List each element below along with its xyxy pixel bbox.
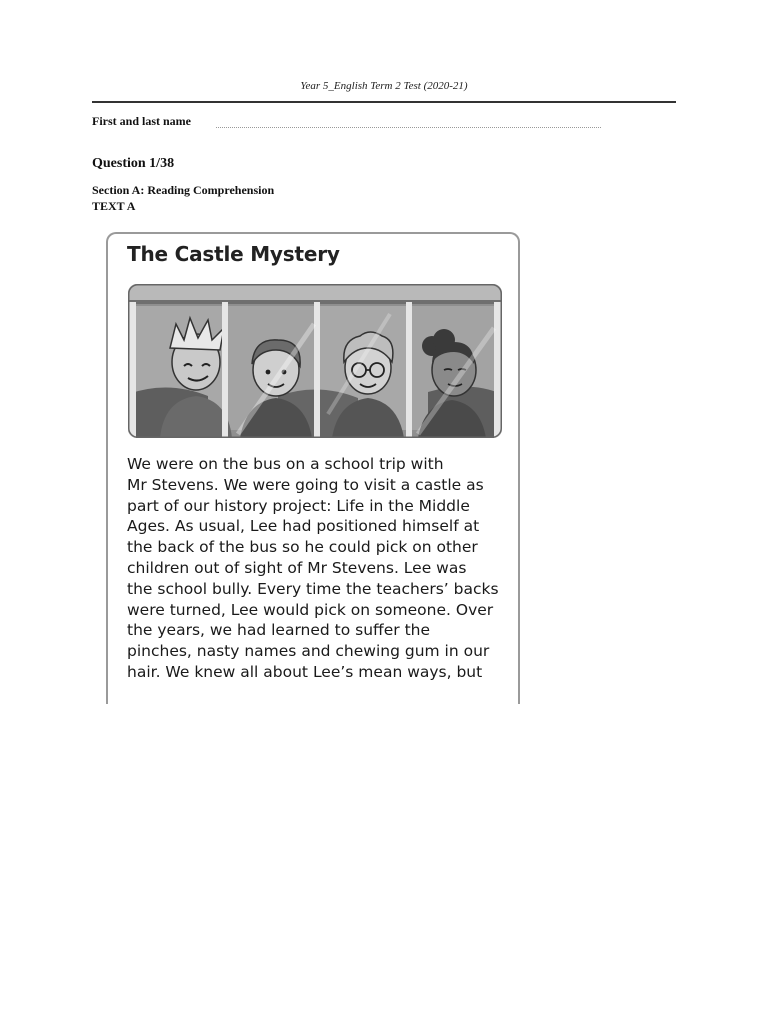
story-line: part of our history project: Life in the Middle [127, 496, 470, 515]
name-field[interactable] [216, 127, 601, 128]
story-card [106, 232, 520, 704]
story-line: pinches, nasty names and chewing gum in our [127, 642, 490, 661]
name-label: First and last name [92, 114, 191, 128]
story-line: children out of sight of Mr Stevens. Lee was [127, 558, 467, 577]
section-title: Section A: Reading Comprehension [92, 183, 275, 197]
story-line: the school bully. Every time the teachers’ backs [127, 579, 499, 598]
question-title: Question 1/38 [92, 156, 175, 171]
story-line: were turned, Lee would pick on someone. Over [127, 600, 494, 619]
school-bus-children-illustration [128, 284, 502, 438]
text-label: TEXT A [92, 199, 136, 213]
story-line: Ages. As usual, Lee had positioned himself at [127, 517, 480, 536]
story-line: the back of the bus so he could pick on other [127, 538, 478, 557]
name-row [92, 114, 612, 134]
story-line: Mr Stevens. We were going to visit a castle as [127, 475, 484, 494]
story-text [127, 454, 507, 683]
story-line: the years, we had learned to suffer the [127, 621, 431, 640]
header-divider [92, 101, 676, 103]
story-line: hair. We knew all about Lee’s mean ways, but [127, 662, 483, 681]
story-line: We were on the bus on a school trip with [127, 455, 444, 473]
story-title: The Castle Mystery [127, 242, 340, 266]
document-header: Year 5_English Term 2 Test (2020-21) [300, 80, 468, 92]
